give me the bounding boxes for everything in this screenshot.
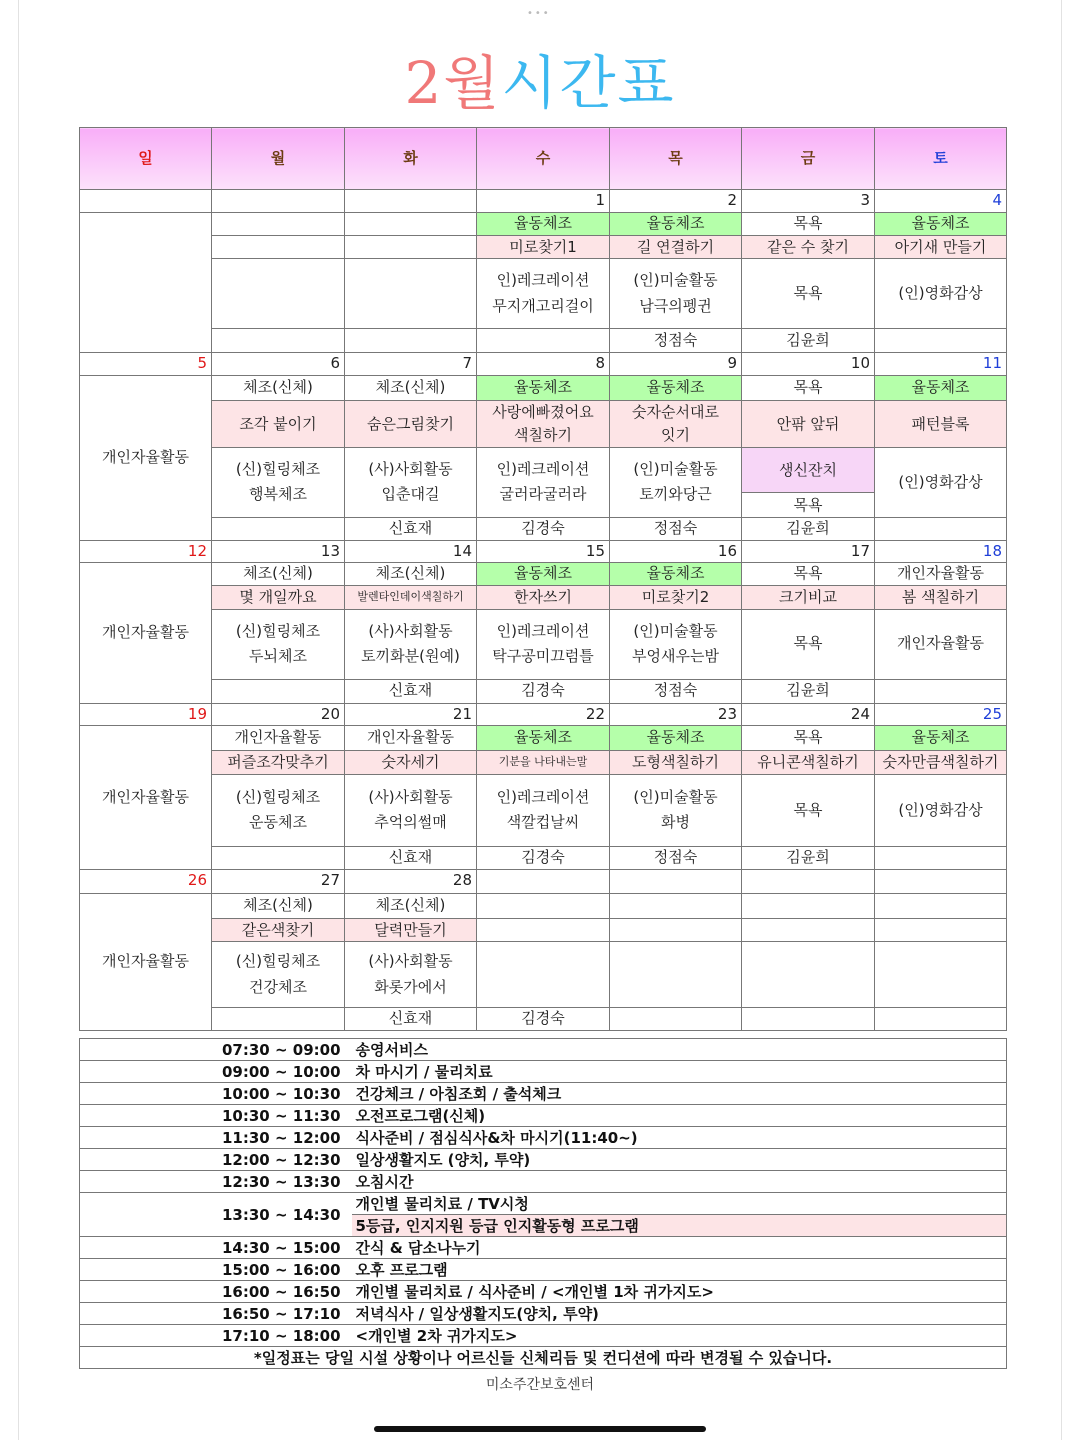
date-number (477, 869, 610, 893)
schedule-time: 10:00 ~ 10:30 (80, 1083, 352, 1105)
weekday-header-row (80, 128, 1007, 190)
afternoon-program: (사)사회활동 토끼화분(원예) (345, 609, 477, 679)
teacher-name: 김윤희 (742, 517, 875, 540)
calendar-table (79, 127, 1007, 1031)
cognitive-activity: 숫자만큼색칠하기 (875, 751, 1007, 775)
cognitive-row (80, 586, 1007, 610)
date-number: 16 (610, 540, 742, 563)
morning-activity: 율동체조 (610, 212, 742, 235)
morning-activity: 율동체조 (875, 212, 1007, 235)
teacher-name: 정점숙 (610, 846, 742, 869)
afternoon-program: (인)미술활동 남극의펭귄 (610, 259, 742, 329)
date-number: 18 (875, 540, 1007, 563)
teacher-name: 정점숙 (610, 679, 742, 703)
program-row (80, 447, 1007, 517)
teacher-name: 김윤희 (742, 679, 875, 703)
afternoon-program (742, 447, 875, 517)
activity-row (80, 893, 1007, 918)
schedule-row (80, 1259, 1007, 1281)
schedule-desc: 간식 & 담소나누기 (352, 1237, 1007, 1259)
schedule-time: 09:00 ~ 10:00 (80, 1061, 352, 1083)
morning-activity: 율동체조 (610, 375, 742, 400)
teacher-name (875, 329, 1007, 353)
schedule-time: 12:30 ~ 13:30 (80, 1171, 352, 1193)
schedule-row (80, 1061, 1007, 1083)
date-number: 12 (80, 540, 212, 563)
special-event: 생신잔치 (742, 448, 874, 493)
morning-activity: 체조(신체) (212, 893, 345, 918)
teacher-name (610, 1008, 742, 1031)
afternoon-program: (신)힐링체조 운동체조 (212, 774, 345, 846)
afternoon-program (345, 259, 477, 329)
schedule-note: *일정표는 당일 시설 상황이나 어르신들 신체리듬 및 컨디션에 따라 변경될 수 있습니다. (80, 1347, 1007, 1369)
afternoon-program: (신)힐링체조 행복체조 (212, 447, 345, 517)
schedule-desc: 오전프로그램(신체) (352, 1105, 1007, 1127)
teacher-row (80, 846, 1007, 869)
morning-activity (345, 212, 477, 235)
cognitive-activity: 패턴블록 (875, 400, 1007, 447)
cognitive-activity (212, 235, 345, 259)
cognitive-row (80, 400, 1007, 447)
date-row (80, 869, 1007, 893)
date-number (212, 190, 345, 213)
schedule-row (80, 1193, 1007, 1215)
morning-activity: 율동체조 (610, 726, 742, 751)
morning-activity: 체조(신체) (345, 563, 477, 586)
schedule-row (80, 1171, 1007, 1193)
date-number: 22 (477, 703, 610, 726)
teacher-name: 김경숙 (477, 517, 610, 540)
morning-activity: 율동체조 (875, 726, 1007, 751)
teacher-name: 신효재 (345, 1008, 477, 1031)
morning-activity (477, 893, 610, 918)
teacher-name: 신효재 (345, 679, 477, 703)
program-row (80, 942, 1007, 1008)
teacher-name: 김윤희 (742, 329, 875, 353)
date-number: 2 (610, 190, 742, 213)
schedule-desc: 저녁식사 / 일상생활지도(양치, 투약) (352, 1303, 1007, 1325)
afternoon-program (875, 942, 1007, 1008)
teacher-name: 신효재 (345, 517, 477, 540)
morning-activity: 체조(신체) (212, 563, 345, 586)
cognitive-activity (875, 918, 1007, 942)
weekday-header: 일 (80, 128, 212, 190)
afternoon-program (477, 942, 610, 1008)
morning-activity: 목욕 (742, 212, 875, 235)
date-number (345, 190, 477, 213)
cognitive-activity: 미로찾기2 (610, 586, 742, 610)
schedule-desc: 송영서비스 (352, 1039, 1007, 1061)
daily-schedule-table (79, 1038, 1007, 1369)
cognitive-activity: 안팎 앞뒤 (742, 400, 875, 447)
sunday-activity: 개인자율활동 (80, 893, 212, 1030)
activity-row (80, 563, 1007, 586)
date-number: 4 (875, 190, 1007, 213)
program-row (80, 609, 1007, 679)
teacher-row (80, 517, 1007, 540)
morning-activity: 개인자율활동 (345, 726, 477, 751)
sunday-activity: 개인자율활동 (80, 375, 212, 540)
teacher-empty (212, 1008, 345, 1031)
morning-activity (875, 893, 1007, 918)
afternoon-program (610, 942, 742, 1008)
cognitive-activity: 조각 붙이기 (212, 400, 345, 447)
center-name: 미소주간보호센터 (485, 1377, 595, 1393)
weekday-header: 화 (345, 128, 477, 190)
date-number: 8 (477, 353, 610, 376)
afternoon-program: (신)힐링체조 건강체조 (212, 942, 345, 1008)
teacher-name: 김경숙 (477, 679, 610, 703)
weekday-header: 수 (477, 128, 610, 190)
teacher-empty (212, 329, 345, 353)
cognitive-activity: 발렌타인데이색칠하기 (345, 586, 477, 610)
schedule-time: 10:30 ~ 11:30 (80, 1105, 352, 1127)
morning-activity: 체조(신체) (345, 375, 477, 400)
cognitive-activity: 기분을 나타내는말 (477, 751, 610, 775)
cognitive-activity: 퍼즐조각맞추기 (212, 751, 345, 775)
teacher-name: 김경숙 (477, 846, 610, 869)
activity-row (80, 726, 1007, 751)
cognitive-activity (345, 235, 477, 259)
cognitive-row (80, 751, 1007, 775)
schedule-time: 16:00 ~ 16:50 (80, 1281, 352, 1303)
morning-activity (212, 212, 345, 235)
schedule-time: 11:30 ~ 12:00 (80, 1127, 352, 1149)
teacher-empty (212, 846, 345, 869)
date-number: 20 (212, 703, 345, 726)
cognitive-activity: 몇 개일까요 (212, 586, 345, 610)
schedule-note-row (80, 1347, 1007, 1369)
date-row (80, 190, 1007, 213)
schedule-time: 14:30 ~ 15:00 (80, 1237, 352, 1259)
cognitive-activity: 달력만들기 (345, 918, 477, 942)
afternoon-program: 인)레크레이션 탁구공미끄럼틀 (477, 609, 610, 679)
teacher-name (477, 329, 610, 353)
schedule-row (80, 1281, 1007, 1303)
afternoon-program: (인)미술활동 토끼와당근 (610, 447, 742, 517)
date-number: 25 (875, 703, 1007, 726)
teacher-name: 정점숙 (610, 329, 742, 353)
schedule-desc: <개인별 2차 귀가지도> (352, 1325, 1007, 1347)
title-rest: 시간표 (501, 49, 676, 117)
teacher-name: 김경숙 (477, 1008, 610, 1031)
schedule-time: 15:00 ~ 16:00 (80, 1259, 352, 1281)
afternoon-program (212, 259, 345, 329)
activity-row (80, 375, 1007, 400)
teacher-empty (212, 679, 345, 703)
cognitive-activity (610, 918, 742, 942)
morning-activity: 목욕 (742, 726, 875, 751)
date-number: 15 (477, 540, 610, 563)
date-number: 19 (80, 703, 212, 726)
sunday-activity: 개인자율활동 (80, 726, 212, 869)
teacher-name: 김윤희 (742, 846, 875, 869)
schedule-time: 12:00 ~ 12:30 (80, 1149, 352, 1171)
cognitive-activity: 유니콘색칠하기 (742, 751, 875, 775)
schedule-row (80, 1325, 1007, 1347)
cognitive-activity: 크기비교 (742, 586, 875, 610)
cognitive-activity: 아기새 만들기 (875, 235, 1007, 259)
schedule-time: 16:50 ~ 17:10 (80, 1303, 352, 1325)
schedule-desc: 차 마시기 / 물리치료 (352, 1061, 1007, 1083)
afternoon-program: (인)영화감상 (875, 259, 1007, 329)
program-row (80, 259, 1007, 329)
date-number: 9 (610, 353, 742, 376)
date-number: 27 (212, 869, 345, 893)
teacher-row (80, 1008, 1007, 1031)
teacher-row (80, 679, 1007, 703)
schedule-row (80, 1237, 1007, 1259)
weekday-header: 금 (742, 128, 875, 190)
schedule-desc: 일상생활지도 (양치, 투약) (352, 1149, 1007, 1171)
date-number: 28 (345, 869, 477, 893)
date-number: 7 (345, 353, 477, 376)
schedule-row (80, 1127, 1007, 1149)
date-number: 11 (875, 353, 1007, 376)
teacher-name (345, 329, 477, 353)
afternoon-program: 목욕 (742, 259, 875, 329)
program-row (80, 774, 1007, 846)
morning-activity: 율동체조 (610, 563, 742, 586)
afternoon-program: (인)영화감상 (875, 774, 1007, 846)
cognitive-activity: 한자쓰기 (477, 586, 610, 610)
cognitive-row (80, 235, 1007, 259)
cognitive-activity: 봄 색칠하기 (875, 586, 1007, 610)
date-number: 26 (80, 869, 212, 893)
teacher-name (875, 846, 1007, 869)
date-number: 10 (742, 353, 875, 376)
cognitive-activity: 숫자세기 (345, 751, 477, 775)
cognitive-activity: 같은색찾기 (212, 918, 345, 942)
weekday-header: 토 (875, 128, 1007, 190)
schedule-desc: 식사준비 / 점심식사&차 마시기(11:40~) (352, 1127, 1007, 1149)
cognitive-activity (742, 918, 875, 942)
morning-activity: 체조(신체) (345, 893, 477, 918)
schedule-desc: 오침시간 (352, 1171, 1007, 1193)
date-number: 3 (742, 190, 875, 213)
page-edge-left (18, 0, 19, 1440)
teacher-name (875, 679, 1007, 703)
afternoon-program: 목욕 (742, 774, 875, 846)
date-number: 17 (742, 540, 875, 563)
schedule-desc-sub: 5등급, 인지지원 등급 인지활동형 프로그램 (352, 1215, 1007, 1237)
afternoon-program: 인)레크레이션 무지개고리걸이 (477, 259, 610, 329)
morning-activity: 율동체조 (477, 563, 610, 586)
date-number: 13 (212, 540, 345, 563)
date-number: 24 (742, 703, 875, 726)
date-row (80, 703, 1007, 726)
teacher-name (742, 1008, 875, 1031)
afternoon-program (742, 942, 875, 1008)
morning-activity: 율동체조 (477, 375, 610, 400)
cognitive-activity: 도형색칠하기 (610, 751, 742, 775)
page-edge-right (1061, 0, 1062, 1440)
morning-activity: 목욕 (742, 375, 875, 400)
date-number: 14 (345, 540, 477, 563)
activity-row (80, 212, 1007, 235)
afternoon-program: 인)레크레이션 색깔컵날씨 (477, 774, 610, 846)
morning-activity: 체조(신체) (212, 375, 345, 400)
schedule-row (80, 1105, 1007, 1127)
page-title (0, 36, 1080, 120)
date-number (742, 869, 875, 893)
date-number: 6 (212, 353, 345, 376)
schedule-row (80, 1039, 1007, 1061)
schedule-row (80, 1303, 1007, 1325)
sunday-activity: 개인자율활동 (80, 563, 212, 703)
date-number: 5 (80, 353, 212, 376)
date-row (80, 353, 1007, 376)
teacher-row (80, 329, 1007, 353)
date-number: 23 (610, 703, 742, 726)
afternoon-program: 목욕 (742, 609, 875, 679)
morning-activity: 율동체조 (875, 375, 1007, 400)
schedule-desc: 개인별 물리치료 / 식사준비 / <개인별 1차 귀가지도> (352, 1281, 1007, 1303)
afternoon-program: (인)미술활동 화병 (610, 774, 742, 846)
cognitive-activity: 사랑에빠졌어요 색칠하기 (477, 400, 610, 447)
home-indicator[interactable] (374, 1426, 706, 1432)
schedule-time: 07:30 ~ 09:00 (80, 1039, 352, 1061)
afternoon-program: (신)힐링체조 두뇌체조 (212, 609, 345, 679)
afternoon-program: (사)사회활동 화롯가에서 (345, 942, 477, 1008)
morning-activity: 개인자율활동 (875, 563, 1007, 586)
date-number (610, 869, 742, 893)
teacher-name (875, 517, 1007, 540)
date-number (80, 190, 212, 213)
weekday-header: 목 (610, 128, 742, 190)
afternoon-program: 인)레크레이션 굴러라굴러라 (477, 447, 610, 517)
date-number: 1 (477, 190, 610, 213)
date-number (875, 869, 1007, 893)
schedule-desc: 건강체크 / 아침조회 / 출석체크 (352, 1083, 1007, 1105)
schedule-time: 17:10 ~ 18:00 (80, 1325, 352, 1347)
schedule-desc: 오후 프로그램 (352, 1259, 1007, 1281)
cognitive-row (80, 918, 1007, 942)
cognitive-activity (477, 918, 610, 942)
schedule-time: 13:30 ~ 14:30 (80, 1193, 352, 1237)
special-event-sub: 목욕 (793, 495, 823, 514)
morning-activity: 개인자율활동 (212, 726, 345, 751)
afternoon-program: (사)사회활동 입춘대길 (345, 447, 477, 517)
teacher-name: 정점숙 (610, 517, 742, 540)
afternoon-program: (사)사회활동 추억의썰매 (345, 774, 477, 846)
afternoon-program: 개인자율활동 (875, 609, 1007, 679)
afternoon-program: (인)영화감상 (875, 447, 1007, 517)
cognitive-activity: 같은 수 찾기 (742, 235, 875, 259)
schedule-desc: 개인별 물리치료 / TV시청 (352, 1193, 1007, 1215)
sunday-activity (80, 212, 212, 352)
title-month: 2월 (404, 49, 502, 117)
cognitive-activity: 길 연결하기 (610, 235, 742, 259)
morning-activity (610, 893, 742, 918)
teacher-name: 신효재 (345, 846, 477, 869)
cognitive-activity: 숨은그림찾기 (345, 400, 477, 447)
morning-activity: 율동체조 (477, 726, 610, 751)
teacher-name (875, 1008, 1007, 1031)
schedule-row (80, 1083, 1007, 1105)
teacher-empty (212, 517, 345, 540)
morning-activity: 율동체조 (477, 212, 610, 235)
morning-activity: 목욕 (742, 563, 875, 586)
cognitive-activity: 미로찾기1 (477, 235, 610, 259)
date-number: 21 (345, 703, 477, 726)
drag-handle-icon[interactable]: ••• (527, 8, 551, 19)
weekday-header: 월 (212, 128, 345, 190)
afternoon-program: (인)미술활동 부엉새우는밤 (610, 609, 742, 679)
cognitive-activity: 숫자순서대로 잇기 (610, 400, 742, 447)
morning-activity (742, 893, 875, 918)
date-row (80, 540, 1007, 563)
schedule-row (80, 1149, 1007, 1171)
